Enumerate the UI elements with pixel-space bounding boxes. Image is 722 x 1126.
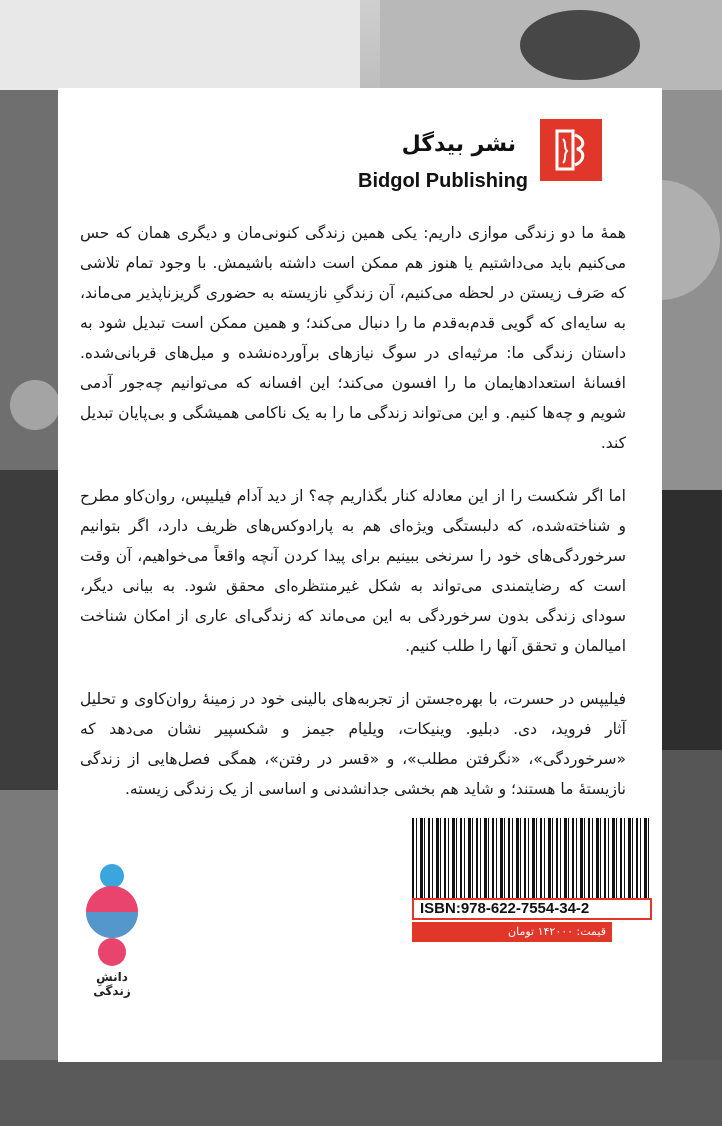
blurb-paragraph: همهٔ ما دو زندگی موازی داریم: یکی همین زندگی کنونی‌مان و دیگری همان که حس می‌کنیم باید می‌داشتیم یا هنوز هم ممکن است داشته باشیمش. با وجود تمام تلاشی که صَرف زیستن در لحظه می‌کنیم، آن زندگیِ نازیسته به حضوری گریزناپذیر می‌ماند، به سایه‌ای که گویی قدم‌به‌قدم ما را دنبال می‌کند؛ و همین ممکن است تبدیل شود به داستان زندگی ما: مرثیه‌ای در سوگ نیازهای برآورده‌نشده و میل‌های قربانی‌شده. افسانهٔ استعدادهایمان ما را افسون می‌کند؛ این افسانه که می‌توانیم چه‌جور آدمی شویم و چه‌ها کنیم. و این می‌تواند زندگی ما را به یک ناکامی همیشگی و بی‌پایان تبدیل کند. xyxy=(80,224,626,452)
publisher-name-en: Bidgol Publishing xyxy=(358,170,528,192)
isbn: ISBN:978-622-7554-34-2 xyxy=(412,898,652,920)
series-logo-icon xyxy=(82,860,142,970)
series-label: دانشِ زندگی xyxy=(93,970,131,998)
blurb-paragraph: فیلیپس در حسرت، با بهره‌جستن از تجربه‌های بالینی خود در زمینهٔ روان‌کاوی و تحلیل آثار فروید، دی. دبلیو. وینیکات، ویلیام جیمز و شکسپیر نشان می‌دهد که «سرخوردگی»، «نگرفتن مطلب»، و «قسر در رفتن»، همگی فصل‌هایی از زندگی نازیستهٔ ما هستند؛ و شاید هم بخشی جدانشدنی و اساسی از یک زندگی زیسته. xyxy=(80,690,626,798)
publisher-logo-icon xyxy=(540,119,602,181)
barcode xyxy=(412,818,652,898)
blurb xyxy=(80,218,626,827)
publisher-name-fa: نشر بیدگل xyxy=(401,132,516,157)
price: قیمت: ۱۴۲۰۰۰ تومان xyxy=(412,922,612,942)
back-cover-panel xyxy=(58,88,662,1062)
blurb-paragraph: اما اگر شکست را از این معادله کنار بگذاریم چه؟ از دید آدام فیلیپس، روان‌کاو مطرح و شناخته‌شده، که دلبستگی ویژه‌ای هم به پارادوکس‌های ظریف دارد، اگر بتوانیم سرخوردگی‌های خود را سرنخی ببینیم برای پیدا کردن آنچه واقعاً می‌خواهیم، آن وقت است که رضایتمندی می‌تواند به شکل غیرمنتظره‌ای محقق شود. به بیانی دیگر، سودای زندگی بدون سرخوردگی به این می‌ماند که زندگی‌ای عاری از امکان شناخت امیالمان و تحقق آنها را طلب کنیم. xyxy=(80,487,626,655)
